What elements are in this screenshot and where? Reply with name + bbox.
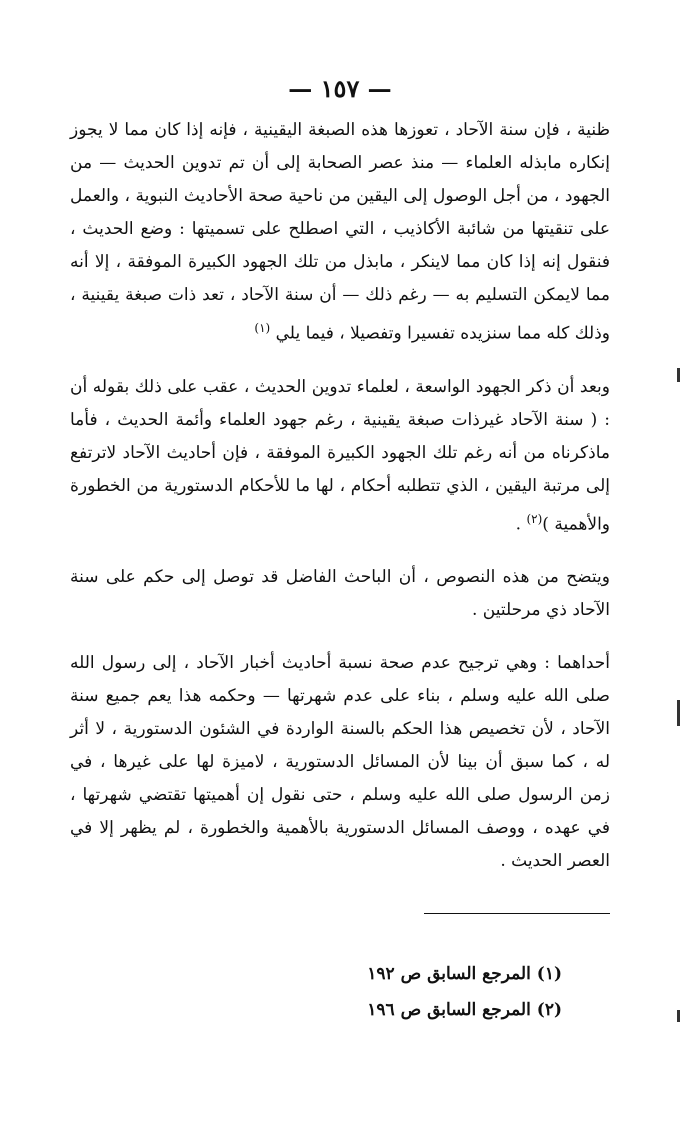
paragraph-1 (70, 114, 610, 351)
footnote-1: (١) المرجع السابق ص ١٩٢ (367, 964, 562, 984)
paragraph-2-end: . (515, 514, 527, 535)
footnote-separator (424, 913, 610, 914)
paragraph-2 (70, 371, 610, 542)
main-text (70, 114, 610, 878)
footnote-2: (٢) المرجع السابق ص ١٩٦ (367, 1000, 562, 1020)
paragraph-3: ويتضح من هذه النصوص ، أن الباحث الفاضل قد توصل إلى حكم على سنة الآحاد ذي مرحلتين . (70, 567, 610, 621)
paragraph-1-text: ظنية ، فإن سنة الآحاد ، تعوزها هذه الصبغة اليقينية ، فإنه إذا كان مما لا يجوز إنكاره مابذله العلماء — منذ عصر الصحابة إلى أن تم تدوين الحديث — من الجهود ، من أجل الوصول إلى اليقين من ناحية صحة الأحاديث النبوية ، والعمل على تنقيتها من شائبة الأكاذيب ، التي اصطلح على تسميتها : وضع الحديث ، فنقول إنه إذا كان مما لاينكر ، مابذل من تلك الجهود الكبيرة الموفقة ، إلا أنه مما لايمكن التسليم به — رغم ذلك — أن سنة الآحاد ، تعد ذات صبغة يقينية ، وذلك كله مما سنزيده تفسيرا وتفصيلا ، فيما يلي (70, 120, 610, 344)
paragraph-2-text: وبعد أن ذكر الجهود الواسعة ، لعلماء تدوين الحديث ، عقب على ذلك بقوله أن : ( سنة الآحاد غيرذات صبغة يقينية ، رغم جهود العلماء وأئمة الحديث ، فأما ماذكرناه من أنه رغم تلك الجهود الكبيرة الموفقة ، فإن أحاديث الآحاد لاترتفع إلى مرتبة اليقين ، الذي تتطلبه أحكام ، لها ما للأحكام الدستورية من الخطورة والأهمية ) (70, 376, 610, 535)
page-number: — ١٥٧ — (288, 74, 392, 103)
footnote-ref-2: (٢) (526, 511, 543, 526)
footnotes (367, 956, 562, 1028)
footnote-ref-1: (١) (254, 321, 271, 335)
paragraph-4: أحداهما : وهي ترجيح عدم صحة نسبة أحاديث أخبار الآحاد ، إلى رسول الله صلى الله عليه وسلم ، بناء على عدم شهرتها — وحكمه هذا يعم جميع سنة الآحاد ، لأن تخصيص هذا الحكم بالسنة الواردة في الشئون الدستورية ، لا أثر له ، كما سبق أن بينا لأن المسائل الدستورية ، لاميزة لها على غيرها ، في زمن الرسول صلى الله عليه وسلم ، حتى نقول إن أهميتها تقتضي شهرتها ، في عهده ، ووصف المسائل الدستورية بالأهمية والخطورة ، لم يظهر إلا في العصر الحديث . (70, 653, 610, 872)
